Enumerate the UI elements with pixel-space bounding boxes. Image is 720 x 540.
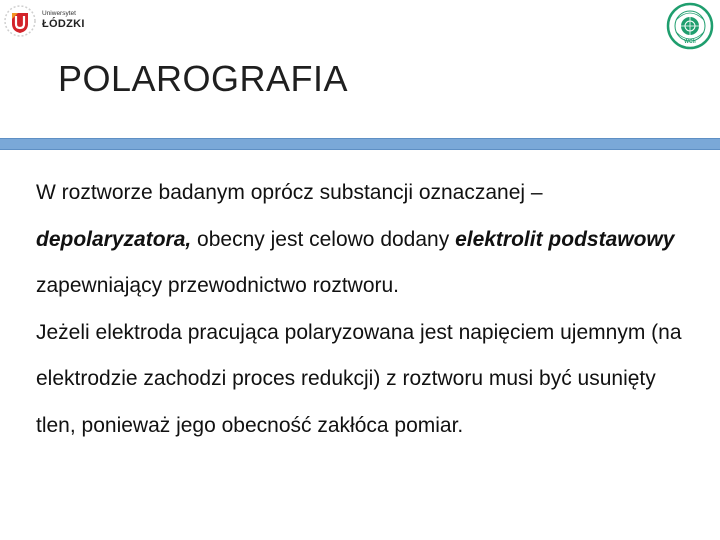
body-text-part: W roztworze badanym oprócz substancji oznaczanej – — [36, 181, 543, 204]
faculty-seal-logo — [666, 2, 714, 50]
faculty-seal-icon — [666, 2, 714, 50]
university-emblem-icon — [2, 4, 38, 38]
body-text-part: obecny jest celowo dodany — [191, 227, 456, 251]
university-name-small: Uniwersytet — [42, 10, 76, 17]
seal-text: WCh — [684, 39, 696, 45]
body-paragraph-2: Jeżeli elektroda pracująca polaryzowana jest napięciem ujemnym (na elektrodzie zachodzi proces redukcji) z roztworu musi być usunięty tlen, ponieważ jego obecność zakłóca pomiar. — [36, 320, 682, 437]
university-name: ŁÓDZKI — [42, 18, 85, 30]
term-elektrolit-podstawowy: elektrolit podstawowy — [455, 227, 675, 251]
slide-body — [36, 170, 696, 449]
title-divider — [0, 138, 720, 150]
term-depolaryzatora: depolaryzatora, — [36, 227, 192, 251]
body-text-part: zapewniający przewodnictwo roztworu. — [36, 274, 399, 297]
slide-title: POLAROGRAFIA — [58, 58, 349, 99]
university-logo — [2, 4, 92, 38]
